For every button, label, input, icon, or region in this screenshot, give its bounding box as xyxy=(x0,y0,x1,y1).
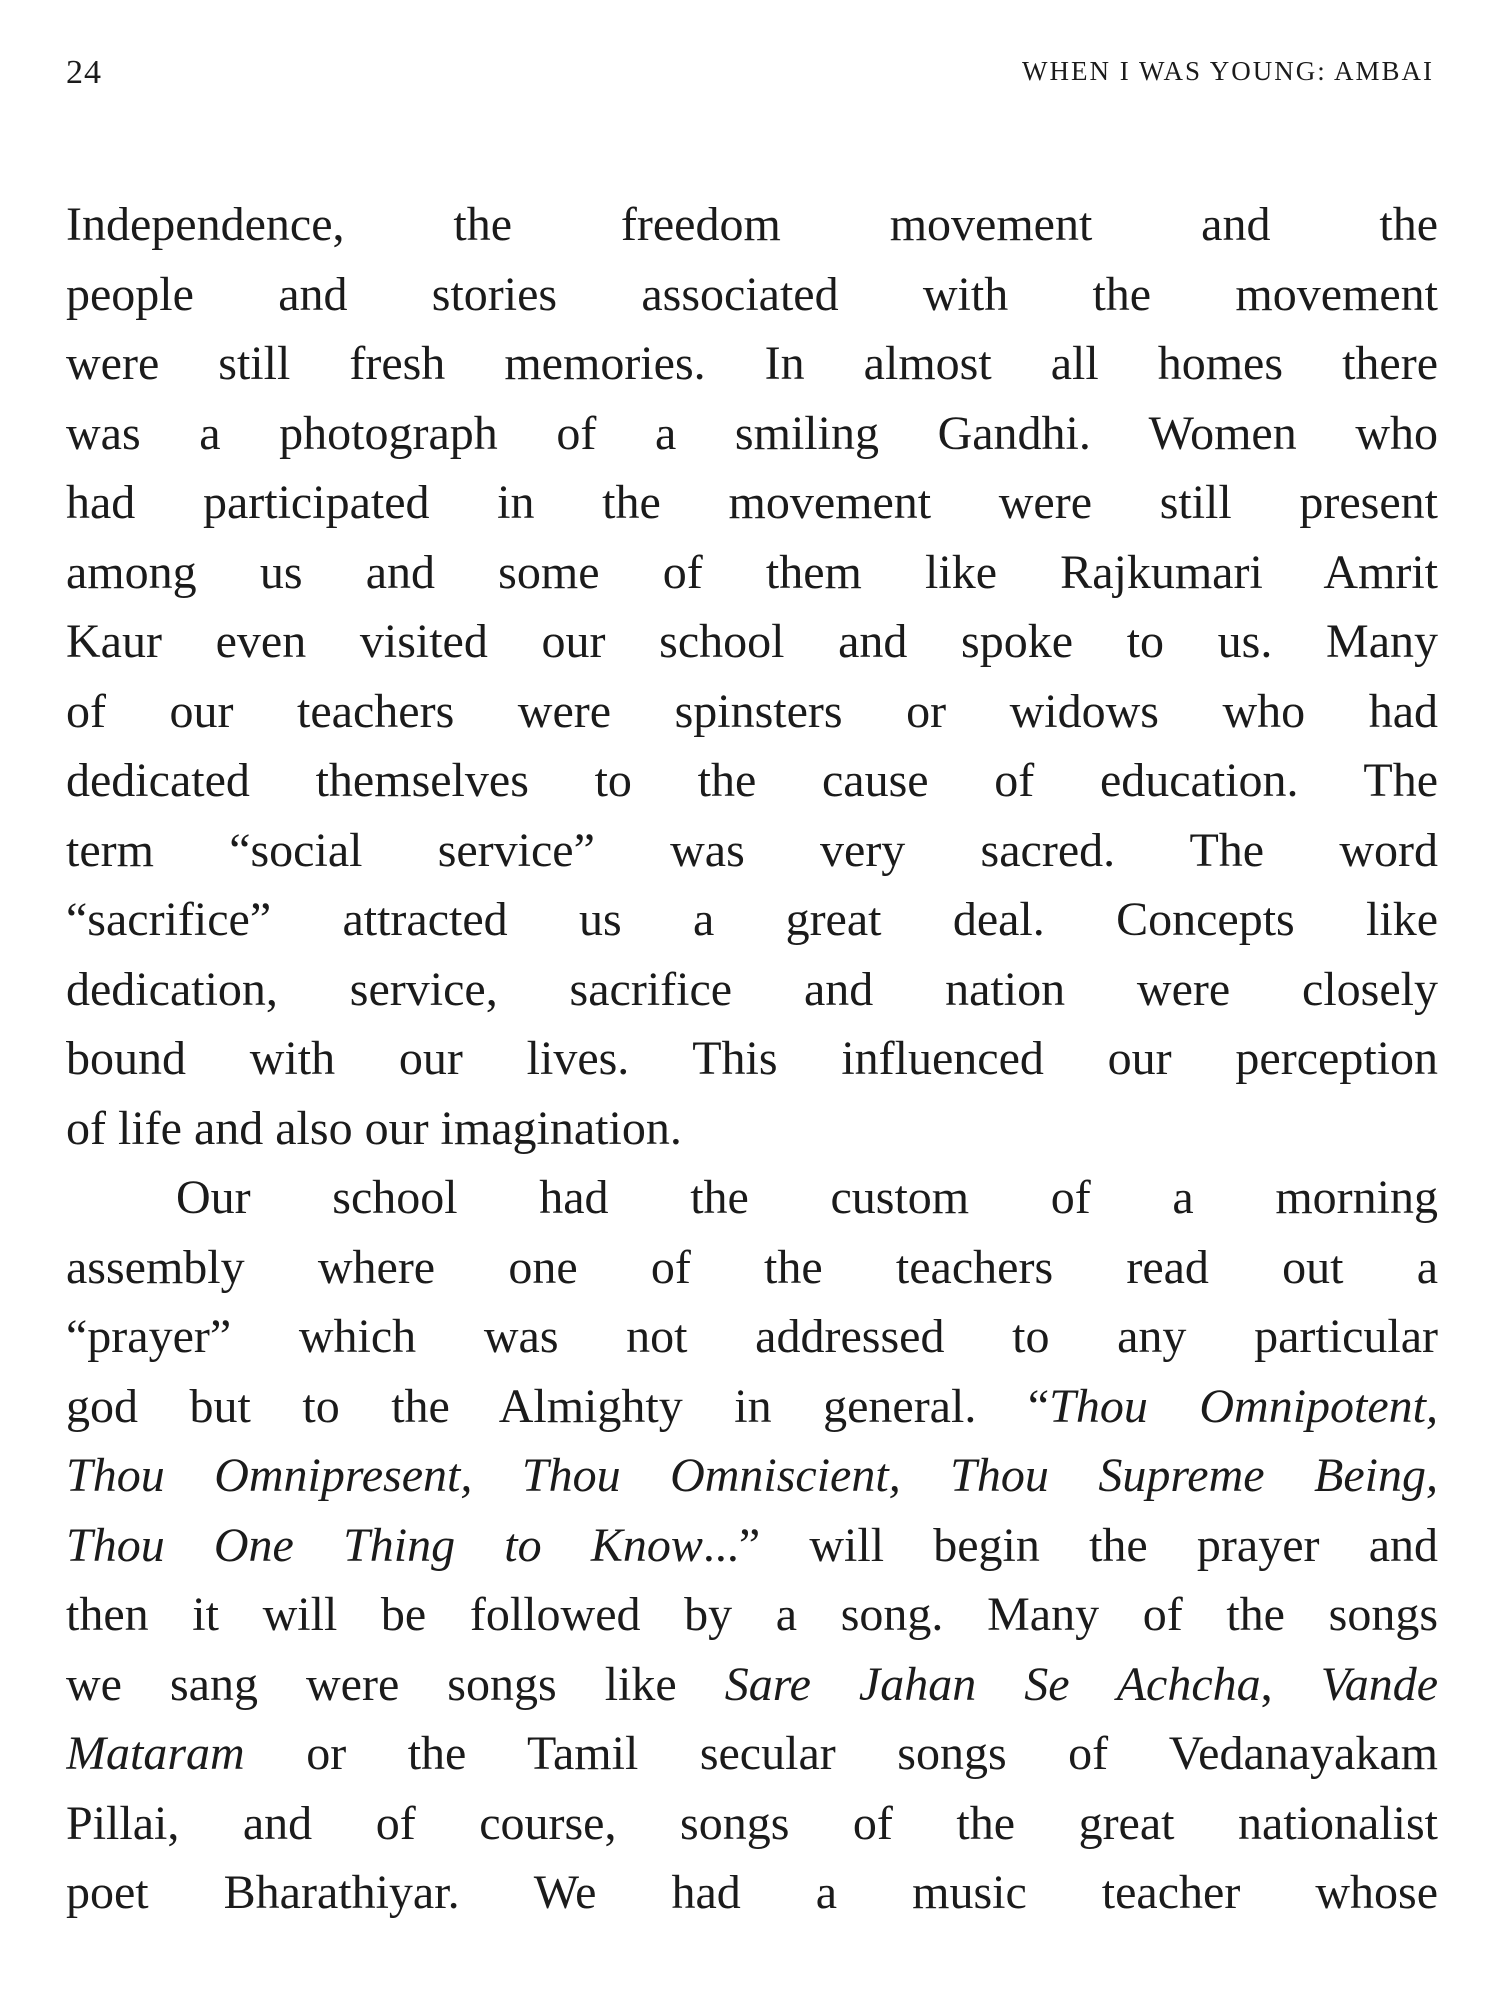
roman-text: ...” will begin the prayer and xyxy=(702,1518,1438,1572)
text-line: dedication, service, sacrifice and nation were closely xyxy=(66,962,1438,1016)
text-line: “prayer” which was not addressed to any particular xyxy=(66,1310,1438,1363)
italic-song-title: Vande xyxy=(1320,1657,1438,1711)
text-line xyxy=(66,1719,1438,1789)
text-line: then it will be followed by a song. Many of the songs xyxy=(66,1588,1438,1641)
paragraph-start-line: Our school had the custom of a morning xyxy=(176,1171,1438,1224)
text-line: was a photograph of a smiling Gandhi. Women who xyxy=(66,406,1438,460)
italic-prayer-text: Thou Omnipresent, Thou Omniscient, Thou Supreme Being, xyxy=(66,1449,1438,1502)
text-line: dedicated themselves to the cause of education. The xyxy=(66,754,1438,807)
text-line: poet Bharathiyar. We had a music teacher whose xyxy=(66,1866,1438,1919)
italic-song-title: Mataram xyxy=(66,1727,245,1780)
text-line xyxy=(66,1511,1438,1581)
body-text xyxy=(66,190,1438,1928)
italic-prayer-text: Thou Omnipotent, xyxy=(1049,1379,1438,1433)
roman-text: god but to the Almighty in general. “ xyxy=(66,1379,1050,1433)
text-line: Independence, the freedom movement and the xyxy=(66,198,1438,251)
text-line: bound with our lives. This influenced our perception xyxy=(66,1032,1438,1085)
text-line: term “social service” was very sacred. The word xyxy=(66,823,1438,877)
text-line xyxy=(66,1650,1438,1720)
text-line: Kaur even visited our school and spoke to us. Many xyxy=(66,615,1438,668)
italic-song-title: Sare Jahan Se Achcha xyxy=(724,1657,1261,1711)
text-line: were still fresh memories. In almost all homes there xyxy=(66,337,1438,390)
text-line: people and stories associated with the movement xyxy=(66,267,1438,321)
italic-prayer-text: Thou One Thing to Know xyxy=(66,1518,703,1572)
text-line xyxy=(66,1372,1438,1442)
text-line: of our teachers were spinsters or widows who had xyxy=(66,684,1438,738)
page-number: 24 xyxy=(66,54,102,91)
text-line: assembly where one of the teachers read out a xyxy=(66,1240,1438,1294)
running-head xyxy=(66,48,1434,98)
text-line: among us and some of them like Rajkumari Amrit xyxy=(66,545,1438,599)
paragraph-end-line: of life and also our imagination. xyxy=(66,1101,682,1155)
text-line: had participated in the movement were still present xyxy=(66,476,1438,529)
roman-text: we sang were songs like xyxy=(66,1657,725,1711)
roman-text: , xyxy=(1260,1657,1321,1711)
roman-text: or the Tamil secular songs of Vedanayakam xyxy=(244,1727,1438,1780)
text-line: Pillai, and of course, songs of the great nationalist xyxy=(66,1796,1438,1850)
text-line xyxy=(66,1441,1438,1511)
running-title: WHEN I WAS YOUNG: AMBAI xyxy=(1022,56,1434,86)
text-line: “sacrifice” attracted us a great deal. Concepts like xyxy=(66,893,1438,946)
